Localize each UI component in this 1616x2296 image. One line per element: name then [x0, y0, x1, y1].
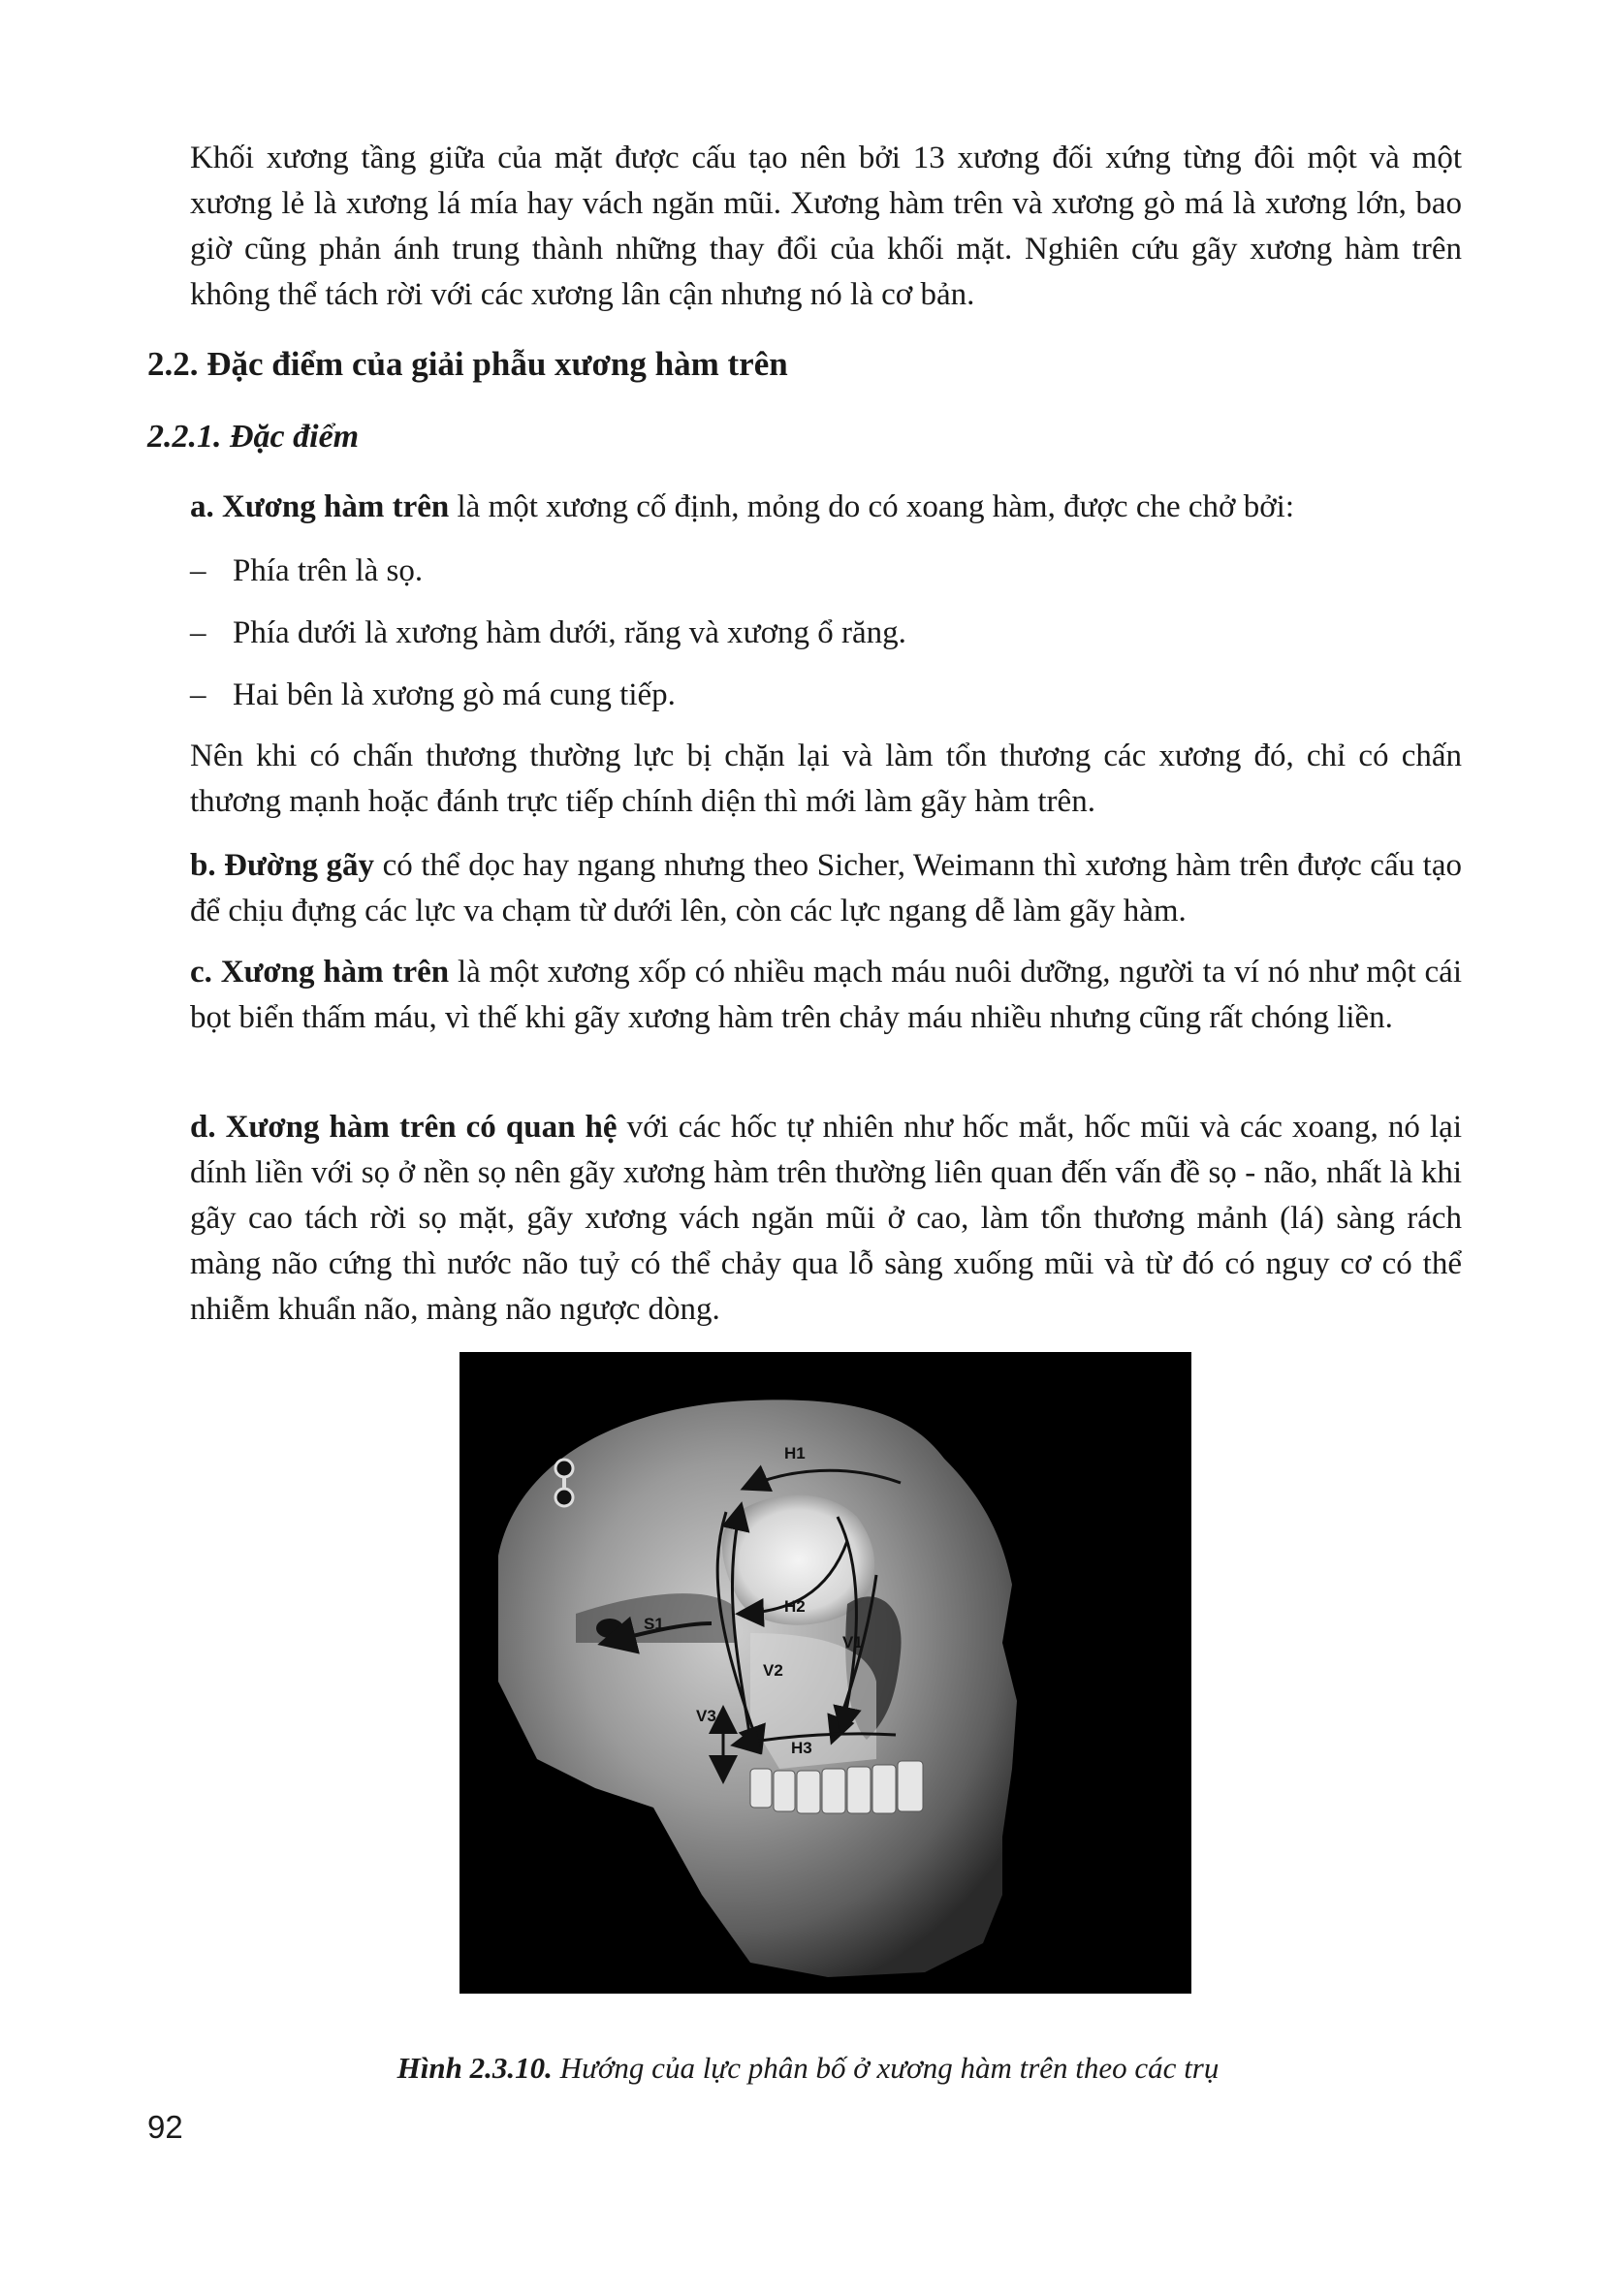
intro-paragraph: Khối xương tầng giữa của mặt được cấu tạo nên bởi 13 xương đối xứng từng đôi một và một xương lẻ là xương lá mía hay vách ngăn mũi. Xương hàm trên và xương gò má là xương lớn, bao giờ cũng phản ánh trung thành những thay đổi của khối mặt. Nghiên cứu gãy xương hàm trên không thể tách rời với các xương lân cận nhưng nó là cơ bản. [190, 141, 1462, 312]
page-number: 92 [147, 2109, 183, 2145]
label-v1: V1 [842, 1633, 863, 1651]
item-a-label: a. Xương hàm trên [190, 489, 450, 524]
label-h1: H1 [784, 1444, 806, 1463]
label-s1: S1 [644, 1615, 664, 1633]
item-a-paragraph [190, 485, 1462, 530]
bullet-text: Hai bên là xương gò má cung tiếp. [233, 677, 676, 712]
label-h3: H3 [791, 1739, 812, 1757]
item-d-text: với các hốc tự nhiên như hốc mắt, hốc mũi và các xoang, nó lại dính liền với sọ ở nền sọ nên gãy xương hàm trên thường liên quan đến vấn đề sọ - não, nhất là khi gãy cao tách rời sọ mặt, gãy xương vách ngăn mũi ở cao, làm tổn thương mảnh (lá) sàng rách màng não cứng thì nước não tuỷ có thể chảy qua lỗ sàng xuống mũi và từ đó có nguy cơ có thể nhiễm khuẩn não, màng não ngược dòng. [190, 1110, 1462, 1327]
bullet-text: Phía dưới là xương hàm dưới, răng và xương ổ răng. [233, 615, 906, 650]
section-heading: 2.2. Đặc điểm của giải phẫu xương hàm trên [147, 345, 788, 383]
item-a-text: là một xương cố định, mỏng do có xoang hàm, được che chở bởi: [449, 489, 1294, 524]
label-v3: V3 [696, 1707, 716, 1725]
bullet-item [190, 673, 676, 718]
bullet-item [190, 611, 906, 656]
caption-label: Hình 2.3.10. [396, 2051, 553, 2085]
item-c-text: là một xương xốp có nhiều mạch máu nuôi dưỡng, người ta ví nó như một cái bọt biển thấm máu, vì thế khi gãy xương hàm trên chảy máu nhiều nhưng cũng rất chóng liền. [190, 955, 1462, 1035]
figure-caption [0, 2051, 1616, 2086]
bullet-text: Phía trên là sọ. [233, 553, 424, 588]
item-b-text: có thể dọc hay ngang nhưng theo Sicher, Weimann thì xương hàm trên được cấu tạo để chịu đựng các lực va chạm từ dưới lên, còn các lực ngang dễ làm gãy hàm. [190, 848, 1462, 928]
bullet-dash: – [190, 615, 206, 650]
caption-text: Hướng của lực phân bố ở xương hàm trên theo các trụ [552, 2051, 1220, 2085]
item-b-label: b. Đường gãy [190, 848, 375, 883]
bullet-dash: – [190, 553, 206, 588]
label-h2: H2 [784, 1597, 806, 1616]
bullet-dash: – [190, 677, 206, 712]
item-c-label: c. Xương hàm trên [190, 955, 450, 990]
skull-figure [459, 1352, 1191, 1994]
subsection-heading: 2.2.1. Đặc điểm [147, 419, 360, 455]
label-v2: V2 [763, 1661, 783, 1680]
item-d-label: d. Xương hàm trên có quan hệ [190, 1110, 618, 1145]
skull-illustration [459, 1352, 1191, 1994]
item-d-paragraph [190, 1105, 1462, 1333]
item-c-paragraph [190, 950, 1462, 1041]
after-bullets-paragraph: Nên khi có chấn thương thường lực bị chặn lại và làm tổn thương các xương đó, chỉ có chấn thương mạnh hoặc đánh trực tiếp chính diện thì mới làm gãy hàm trên. [190, 739, 1462, 819]
item-b-paragraph [190, 843, 1462, 934]
bullet-item [190, 549, 423, 594]
